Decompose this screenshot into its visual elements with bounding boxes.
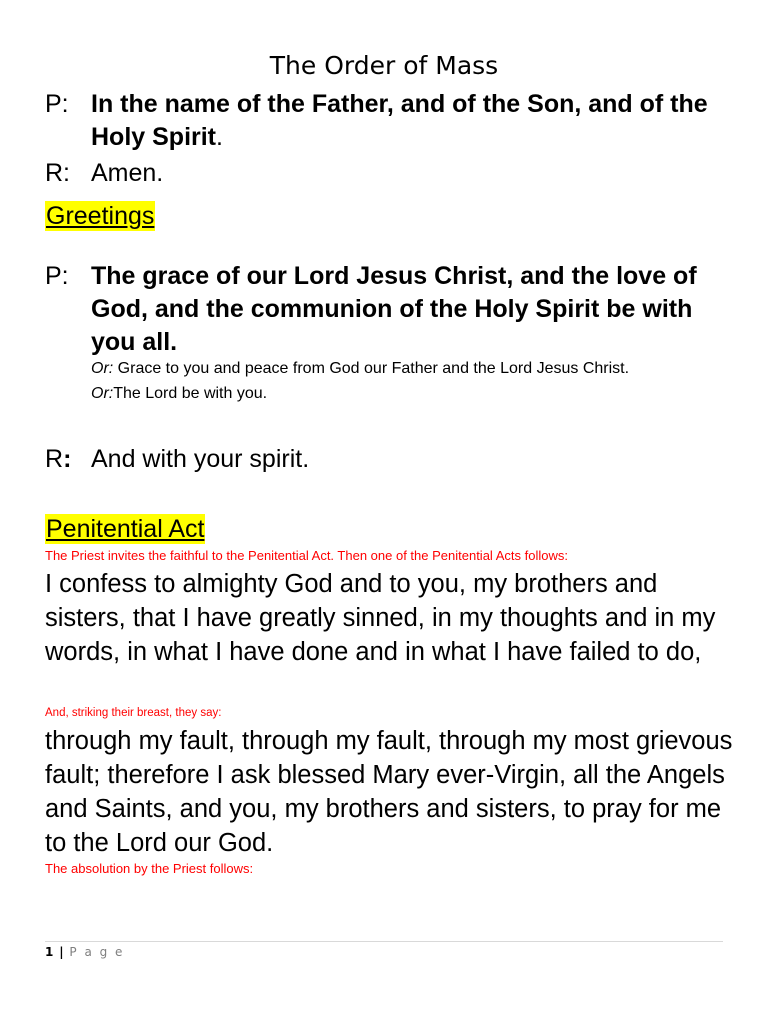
rubric-striking-breast: And, striking their breast, they say: (45, 707, 222, 719)
opening-priest-text (91, 88, 725, 154)
opening-response-text: Amen. (91, 159, 164, 187)
rubric-invitation: The Priest invites the faithful to the Penitential Act. Then one of the Penitential Acts follows: (45, 548, 568, 563)
footer-divider (45, 941, 723, 942)
confiteor-part-1: I confess to almighty God and to you, my brothers and sisters, that I have greatly sinned, in my thoughts and in my words, in what I have done and in what I have failed to do, (45, 570, 716, 666)
priest-label: P: (45, 262, 69, 290)
or-label: Or: (91, 360, 114, 377)
rubric-absolution: The absolution by the Priest follows: (45, 861, 254, 876)
document-title: The Order of Mass (269, 51, 499, 80)
opening-response-line (45, 157, 725, 190)
response-colon: : (63, 445, 72, 473)
opening-priest-punct: . (216, 123, 223, 151)
greetings-response-text: And with your spirit. (91, 445, 310, 473)
greetings-response-line (45, 443, 725, 476)
priest-label: P: (45, 90, 69, 118)
response-label: R: (45, 159, 70, 187)
or-label: Or: (91, 385, 114, 402)
greetings-priest-text: The grace of our Lord Jesus Christ, and the love of God, and the communion of the Holy Spirit be with you all. (91, 262, 697, 356)
opening-priest-line (45, 88, 725, 154)
opening-priest-bold: In the name of the Father, and of the Son, and of the Holy Spirit (91, 90, 708, 151)
response-label (45, 443, 91, 476)
alternative-1-text: Grace to you and peace from God our Father and the Lord Jesus Christ. (113, 360, 630, 377)
page-separator: | (59, 945, 64, 959)
penitential-act-heading: Penitential Act (46, 515, 205, 543)
greetings-heading: Greetings (46, 202, 155, 230)
confiteor-part-2: through my fault, through my fault, through my most grievous fault; therefore I ask blessed Mary ever-Virgin, all the Angels and Saints, and you, my brothers and sisters, to pray for me to the Lord our God. (45, 727, 733, 857)
greetings-priest-line (45, 260, 725, 359)
page-footer (45, 944, 124, 960)
page-word: P a g e (69, 945, 125, 959)
alternative-2-text: The Lord be with you. (113, 385, 268, 402)
greetings-alternative-2 (91, 381, 267, 406)
response-letter: R (45, 445, 64, 473)
page-number: 1 (45, 945, 54, 959)
greetings-alternative-1 (91, 356, 629, 381)
